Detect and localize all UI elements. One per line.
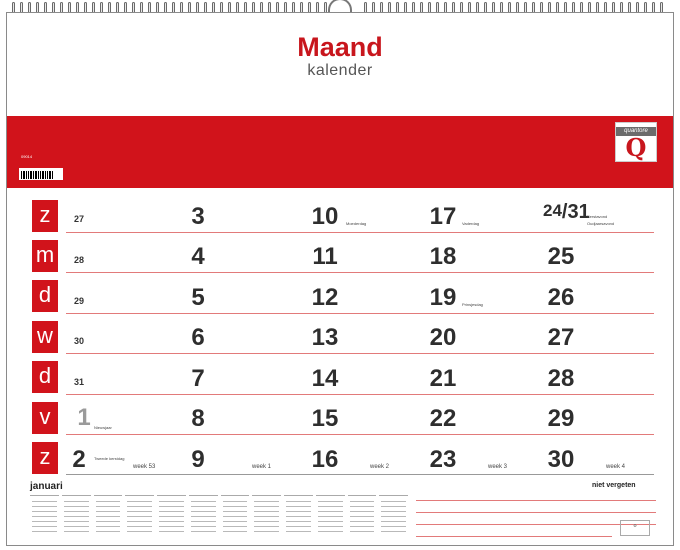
day-cell: 9 [191,446,205,473]
day-cell: 2 [72,446,86,473]
logo-wordmark: quantore [616,127,656,136]
day-cell: 11 [312,243,338,270]
day-cell: 27 [547,324,575,351]
day-cell: 30 [547,446,575,473]
weekday-letter: z [32,200,58,232]
day-cell: 7 [191,365,205,392]
week-number: week 4 [606,464,626,470]
product-code: 09014 [21,154,33,159]
recycle-icon: ♻ [620,520,650,536]
holiday-note: Nieuwjaar [94,425,112,430]
day-cell: 17 [429,203,457,230]
mini-month [316,495,345,539]
mini-month [348,495,377,539]
day-cell: 15 [311,405,339,432]
day-cell: 13 [311,324,339,351]
day-cell: 29 [74,296,85,306]
day-cell: 20 [429,324,457,351]
day-cell: 26 [547,284,575,311]
month-label: januari [30,481,63,492]
quantore-logo [615,122,657,162]
day-cell: 25 [547,243,575,270]
holiday-note: Oudjaarsavond [587,221,615,226]
day-cell: 23 [429,446,457,473]
row-rule [66,353,654,354]
holiday-note: Prinsjesdag [462,302,483,307]
day-cell: 16 [311,446,339,473]
logo-q-icon: Q [625,133,647,162]
year-overview-minicalendar [30,495,408,539]
week-number: week 3 [488,464,508,470]
mini-month [252,495,281,539]
day-cell: 28 [547,365,575,392]
row-rule [66,394,654,395]
mini-month [125,495,154,539]
weekday-letter: z [32,442,58,474]
holiday-note: Vaderdag [462,221,480,226]
day-cell: 10 [311,203,339,230]
day-cell: 3 [191,203,205,230]
day-cell: 29 [547,405,575,432]
holiday-note: Kerstavond [587,214,608,219]
day-cell: 28 [74,255,85,265]
mini-month [94,495,123,539]
weekday-letter: d [32,361,58,393]
notes-line [416,500,656,501]
row-rule [66,434,654,435]
day-31: /31 [561,201,590,223]
day-cell: 8 [191,405,205,432]
mini-month [157,495,186,539]
weekday-letter: m [32,240,58,272]
day-cell: 5 [191,284,205,311]
weekday-letter: d [32,280,58,312]
row-rule [66,313,654,314]
weekday-letter: w [32,321,58,353]
day-cell-combined [543,201,590,224]
day-cell: 1 [77,404,91,431]
day-cell: 6 [191,324,205,351]
row-rule [66,474,654,475]
day-cell: 19 [429,284,457,311]
day-24: 24 [543,201,562,220]
holiday-note: Moederdag [346,221,367,226]
mini-month [221,495,250,539]
notes-line [416,536,612,537]
mini-month [62,495,91,539]
day-cell: 31 [74,377,85,387]
row-rule [66,232,654,233]
notes-line [416,512,656,513]
day-cell: 12 [311,284,339,311]
day-cell: 27 [74,214,85,224]
mini-month [30,495,59,539]
calendar-subtitle: kalender [307,62,373,79]
red-header-band [7,116,673,188]
mini-month [284,495,313,539]
weekday-letter: v [32,402,58,434]
mini-month [189,495,218,539]
day-cell: 30 [74,336,85,346]
niet-vergeten-label: niet vergeten [592,482,636,489]
row-rule [66,272,654,273]
calendar-title: Maand [297,32,383,62]
day-cell: 22 [429,405,457,432]
day-cell: 4 [191,243,205,270]
week-number: week 1 [252,464,272,470]
day-cell: 14 [311,365,339,392]
mini-month [379,495,408,539]
day-cell: 21 [429,365,457,392]
holiday-note: Tweede kerstdag [94,456,125,461]
day-cell: 18 [429,243,457,270]
week-number: week 53 [133,464,156,470]
barcode-icon [19,168,63,180]
week-number: week 2 [370,464,390,470]
